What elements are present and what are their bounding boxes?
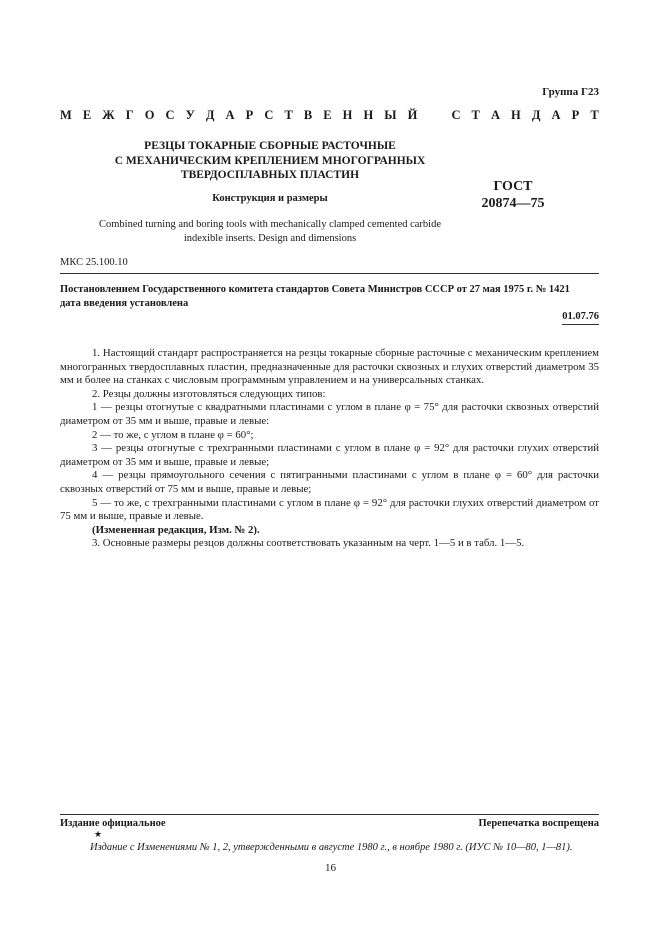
heading-letter: А (225, 108, 235, 122)
heading-letter: Ы (384, 108, 397, 122)
paragraph-4: 2 — то же, с углом в плане φ = 60°; (92, 428, 254, 441)
group-code: Группа Г23 (542, 86, 599, 98)
heading-letter: Е (323, 108, 332, 122)
heading-letter: Т (471, 108, 480, 122)
star-icon: ★ (94, 829, 103, 839)
mks-code: МКС 25.100.10 (60, 257, 128, 268)
official-edition-label: Издание официальное (60, 818, 166, 829)
heading-letter: Е (82, 108, 92, 122)
heading-letter: Т (284, 108, 293, 122)
introduction-date: 01.07.76 (562, 311, 599, 325)
english-title-line-2: indexible inserts. Design and dimensions (183, 232, 357, 244)
heading-letter: Г (125, 108, 134, 122)
heading-letter: Н (363, 108, 374, 122)
interstate-standard-heading (60, 108, 599, 123)
heading-letter: С (451, 108, 461, 122)
heading-letter: О (144, 108, 155, 122)
paragraph-7: 5 — то же, с трехгранными пластинами с углом в плане φ = 92° для расточки глухих отверстий диаметром от 75 мм и выше, правые и левые. (60, 496, 599, 523)
edition-note: Издание с Изменениями № 1, 2, утвержденными в августе 1980 г., в ноябре 1980 г. (ИУС № 10—80, 1—81). (90, 842, 573, 853)
gost-designation (468, 178, 558, 212)
paragraph-9: 3. Основные размеры резцов должны соответствовать указанным на черт. 1—5 и в табл. 1—5. (92, 537, 525, 550)
heading-letter: У (185, 108, 195, 122)
paragraph-8: (Измененная редакция, Изм. № 2). (92, 523, 260, 536)
document-title (100, 139, 440, 183)
paragraph-6: 4 — резцы прямоугольного сечения с пятигранными пластинами с углом в плане φ = 60° для расточки сквозных отверстий от 75 мм и выше, правые и левые; (60, 469, 599, 495)
gost-number: 20874—75 (481, 196, 545, 211)
heading-letter: Р (571, 108, 580, 122)
heading-letter: С (165, 108, 175, 122)
heading-letter: Д (205, 108, 215, 122)
heading-letter: Н (342, 108, 353, 122)
reprint-prohibited-label: Перепечатка воспрещена (478, 818, 599, 829)
decree-line-2: дата введения установлена (60, 297, 189, 309)
heading-letter: В (303, 108, 313, 122)
english-title (60, 218, 480, 245)
paragraph-5: 3 — резцы отогнутые с трехгранными пластинами с углом в плане φ = 92° для расточки глухих отверстий диаметром от 35 мм и выше, правые и левые; (60, 442, 599, 468)
title-line-3: ТВЕРДОСПЛАВНЫХ ПЛАСТИН (180, 169, 360, 181)
heading-letter: Ж (102, 108, 115, 122)
gost-label: ГОСТ (493, 179, 533, 194)
decree-line-1: Постановлением Государственного комитета стандартов Совета Министров СССР от 27 мая 1975 г. № 1421 (60, 284, 570, 295)
heading-letter: А (551, 108, 561, 122)
title-line-1: РЕЗЦЫ ТОКАРНЫЕ СБОРНЫЕ РАСТОЧНЫЕ (144, 140, 396, 152)
heading-letter: Й (407, 108, 418, 122)
heading-letter: Н (511, 108, 521, 122)
paragraph-2: 2. Резцы должны изготовляться следующих типов: (92, 387, 326, 400)
body-text (60, 347, 599, 551)
paragraph-1: 1. Настоящий стандарт распространяется на резцы токарные сборные расточные с механическим креплением многогранных твердосплавных пластин, предназначенные для расточки сквозных и глухих отверстий диаметром 35 мм и более на станках с числовым программным управлением и на универсальных станках. (60, 347, 599, 387)
heading-letter: Т (590, 108, 599, 122)
heading-letter: Р (245, 108, 254, 122)
paragraph-3: 1 — резцы отогнутые с квадратными пластинами с углом в плане φ = 75° для расточки сквозных отверстий диаметром от 35 мм и выше, правые и левые: (60, 401, 599, 427)
decree-block (60, 283, 599, 310)
title-line-2: С МЕХАНИЧЕСКИМ КРЕПЛЕНИЕМ МНОГОГРАННЫХ (114, 154, 426, 167)
heading-letter: С (264, 108, 274, 122)
heading-letter: А (490, 108, 500, 122)
page-number: 16 (325, 862, 336, 874)
document-subtitle: Конструкция и размеры (212, 193, 328, 204)
footer-divider (60, 814, 599, 815)
heading-letter: Д (531, 108, 541, 122)
divider (60, 273, 599, 274)
heading-letter: М (60, 108, 72, 122)
heading-gap (428, 108, 440, 123)
english-title-line-1: Combined turning and boring tools with mechanically clamped cemented carbide (98, 219, 442, 230)
